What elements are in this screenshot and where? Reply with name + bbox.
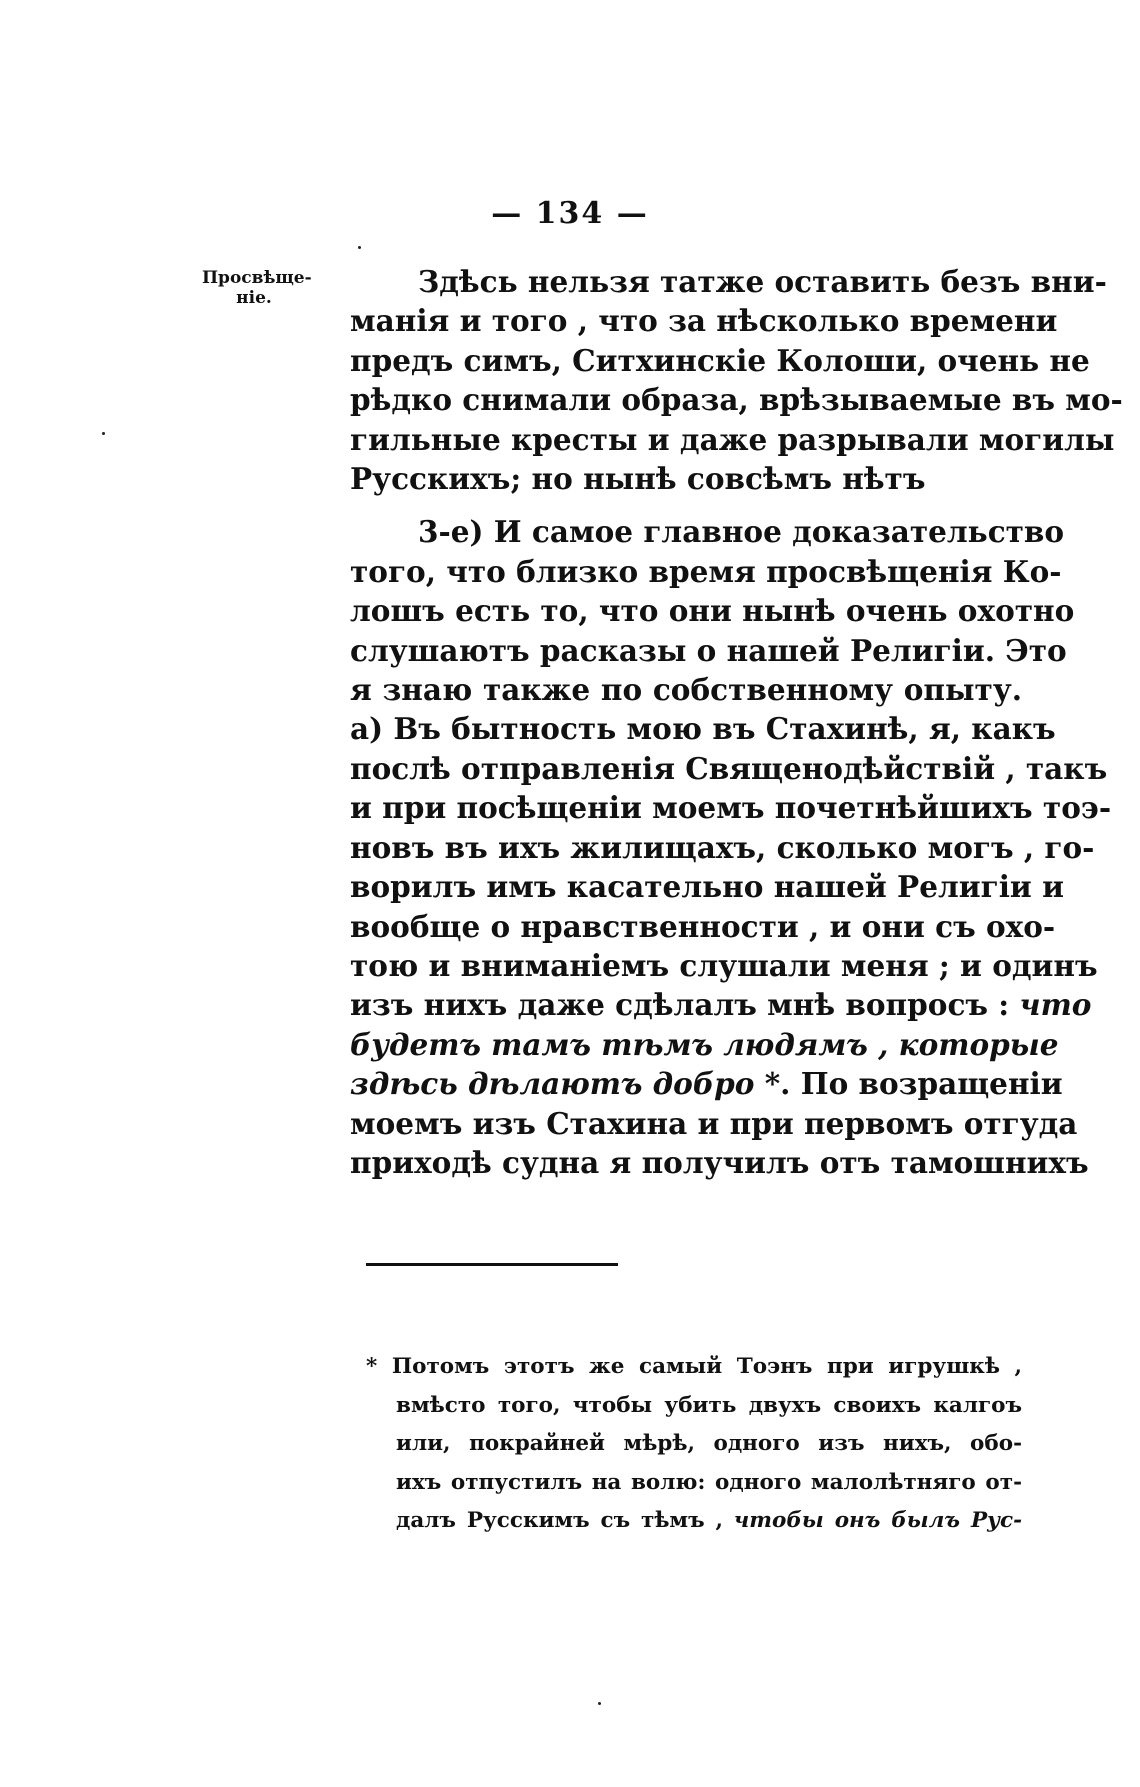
margin-note [202, 268, 312, 308]
text-segment: *. По возращеніи [754, 1066, 1063, 1102]
text-line-with-italic [350, 1064, 1063, 1103]
text-line: послѣ отправленія Священодѣйствій , такъ [350, 750, 1108, 786]
text-line: предъ симъ, Ситхинскіе Колоши, очень не [350, 342, 1090, 378]
footnote-line-with-italic [366, 1502, 1022, 1541]
paragraph-2 [350, 512, 1112, 1182]
text-line: 3-е) И самое главное доказательство [418, 514, 1065, 550]
text-line [350, 1025, 1059, 1064]
italic-segment: что [1019, 987, 1092, 1023]
text-line: лошъ есть то, что они нынѣ очень охотно [350, 593, 1075, 629]
text-line: приходѣ судна я получилъ отъ тамошнихъ [350, 1144, 1089, 1180]
margin-note-line: ніе. [236, 288, 272, 308]
scan-speck [598, 1702, 601, 1705]
text-line: ворилъ имъ касательно нашей Религіи и [350, 869, 1064, 905]
text-segment: изъ нихъ даже сдѣлалъ мнѣ вопросъ : [350, 987, 1010, 1023]
text-line: моемъ изъ Стахина и при первомъ отгуда [350, 1105, 1078, 1141]
text-segment: далъ Русскимъ съ тѣмъ , [396, 1508, 734, 1533]
text-line: тою и вниманіемъ слушали меня ; и одинъ [350, 947, 1098, 983]
text-line: слушаютъ расказы о нашей Религіи. Это [350, 632, 1067, 668]
footnote-line: вмѣсто того, чтобы убить двухъ своихъ калгоъ [396, 1392, 1022, 1418]
scan-speck [102, 432, 105, 435]
text-line: а) Въ бытность мою въ Стахинѣ, я, какъ [350, 711, 1056, 747]
text-line: Русскихъ; но нынѣ совсѣмъ нѣтъ [350, 461, 926, 497]
scan-speck [358, 246, 361, 249]
footnote-separator [366, 1263, 618, 1266]
footnote-line: ихъ отпустилъ на волю: одного малолѣтняго от- [396, 1469, 1022, 1495]
page-number: — 134 — [491, 196, 649, 231]
text-line: новъ въ ихъ жилищахъ, сколько могъ , го- [350, 829, 1095, 865]
text-line-with-italic [350, 985, 1092, 1024]
text-line: рѣдко снимали образа, врѣзываемые въ мо- [350, 382, 1123, 418]
text-line: манія и того , что за нѣсколько времени [350, 303, 1058, 339]
margin-note-line: Просвѣще- [202, 268, 312, 288]
text-line: вообще о нравственности , и они съ охо- [350, 908, 1056, 944]
paragraph-1 [350, 262, 1123, 498]
italic-segment: чтобы онъ былъ Рус- [733, 1508, 1022, 1533]
italic-segment: будетъ тамъ тѣмъ людямъ , которые [350, 1026, 1059, 1062]
text-line: я знаю также по собственному опыту. [350, 672, 1022, 708]
footnote [366, 1348, 1022, 1541]
footnote-line: * Потомъ этотъ же самый Тоэнъ при игрушкѣ , [366, 1354, 1022, 1379]
text-line: того, что близко время просвѣщенія Ко- [350, 553, 1062, 589]
italic-segment: здѣсь дѣлаютъ добро [350, 1066, 755, 1102]
text-line: Здѣсь нельзя татже оставить безъ вни- [418, 264, 1107, 299]
main-text [350, 262, 1123, 1182]
text-line: гильные кресты и даже разрывали могилы [350, 421, 1115, 457]
text-line: и при посѣщеніи моемъ почетнѣйшихъ тоэ- [350, 790, 1112, 826]
footnote-line: или, покрайней мѣрѣ, одного изъ нихъ, обо- [396, 1431, 1022, 1456]
